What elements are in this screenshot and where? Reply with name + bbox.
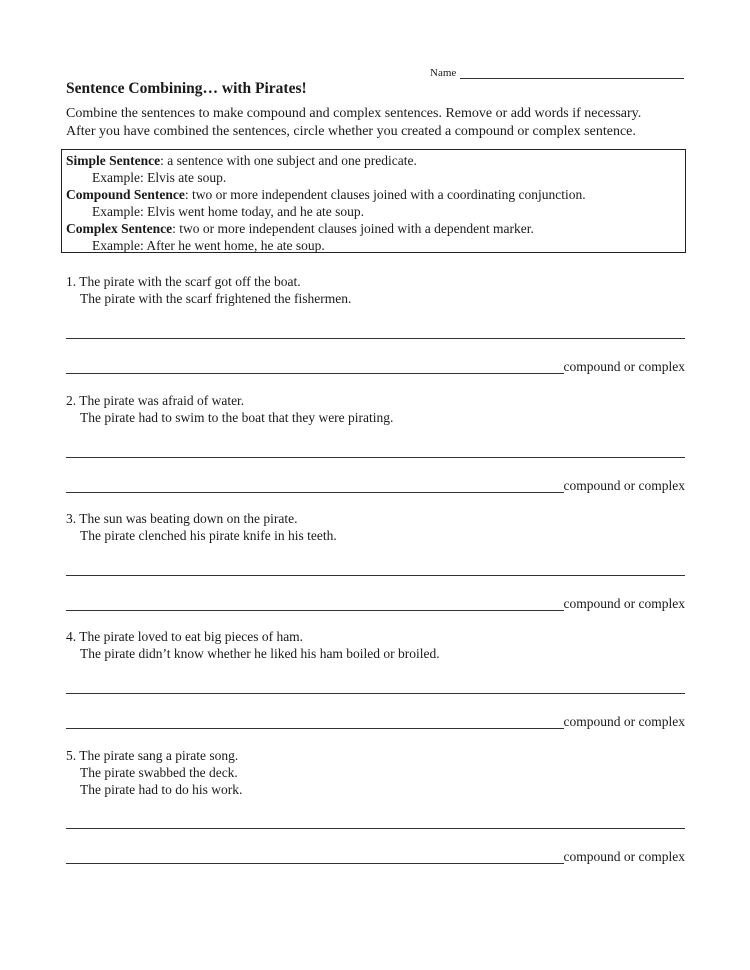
problem-number: 3. [66,511,77,526]
name-line[interactable] [460,66,684,79]
answer-row [66,478,685,493]
answer-line[interactable] [66,478,564,493]
definition-term: Compound Sentence [66,187,185,202]
definition-simple [66,152,685,169]
problem-sentence: The pirate swabbed the deck. [80,765,238,780]
definition-example: Example: Elvis ate soup. [92,170,227,185]
answer-row [66,849,685,864]
definition-term: Complex Sentence [66,221,173,236]
problem-number: 4. [66,629,77,644]
answer-row [66,596,685,611]
instruction-line-2: After you have combined the sentences, circle whether you created a compound or complex sentence. [66,124,636,139]
definition-complex [66,220,685,237]
name-field [430,66,684,79]
compound-or-complex-choice[interactable]: compound or complex [563,849,685,864]
answer-line[interactable] [66,338,685,339]
definition-text: : a sentence with one subject and one predicate. [160,153,417,168]
problem-number: 1. [66,274,77,289]
name-label: Name [430,67,457,79]
answer-line[interactable] [66,693,685,694]
answer-line[interactable] [66,828,685,829]
answer-row [66,714,685,729]
definition-compound [66,186,685,203]
problem-4 [66,628,686,662]
answer-line[interactable] [66,457,685,458]
problem-3 [66,510,686,544]
answer-line[interactable] [66,714,564,729]
problem-number: 2. [66,393,77,408]
compound-or-complex-choice[interactable]: compound or complex [563,478,685,493]
instruction-line-1: Combine the sentences to make compound and complex sentences. Remove or add words if necessary. [66,106,642,121]
answer-line[interactable] [66,849,564,864]
instructions [66,105,696,141]
worksheet-title: Sentence Combining… with Pirates! [66,80,307,97]
problem-sentence: The pirate had to swim to the boat that they were pirating. [80,410,394,425]
definitions-box [61,149,686,253]
problem-sentence: The pirate didn’t know whether he liked his ham boiled or broiled. [80,646,440,661]
problem-sentence: 3. The sun was beating down on the pirate. [66,511,298,526]
problem-sentence: The pirate had to do his work. [80,782,243,797]
definition-text: : two or more independent clauses joined with a dependent marker. [172,221,534,236]
problem-sentence: The pirate clenched his pirate knife in his teeth. [80,528,337,543]
answer-line[interactable] [66,359,564,374]
definition-text: : two or more independent clauses joined with a coordinating conjunction. [184,187,586,202]
definition-term: Simple Sentence [66,153,161,168]
answer-row [66,359,685,374]
problem-number: 5. [66,748,77,763]
compound-or-complex-choice[interactable]: compound or complex [563,596,685,611]
definition-example: Example: After he went home, he ate soup. [92,238,325,253]
answer-line[interactable] [66,575,685,576]
problem-sentence: 2. The pirate was afraid of water. [66,393,245,408]
compound-or-complex-choice[interactable]: compound or complex [563,714,685,729]
problem-sentence: 4. The pirate loved to eat big pieces of ham. [66,629,304,644]
answer-line[interactable] [66,596,564,611]
definition-example: Example: Elvis went home today, and he ate soup. [92,204,365,219]
compound-or-complex-choice[interactable]: compound or complex [563,359,685,374]
problem-5 [66,747,686,798]
problem-sentence: 1. The pirate with the scarf got off the boat. [66,274,301,289]
problem-sentence: 5. The pirate sang a pirate song. [66,748,239,763]
problem-sentence: The pirate with the scarf frightened the fishermen. [80,291,352,306]
problem-2 [66,392,686,426]
problem-1 [66,273,686,307]
